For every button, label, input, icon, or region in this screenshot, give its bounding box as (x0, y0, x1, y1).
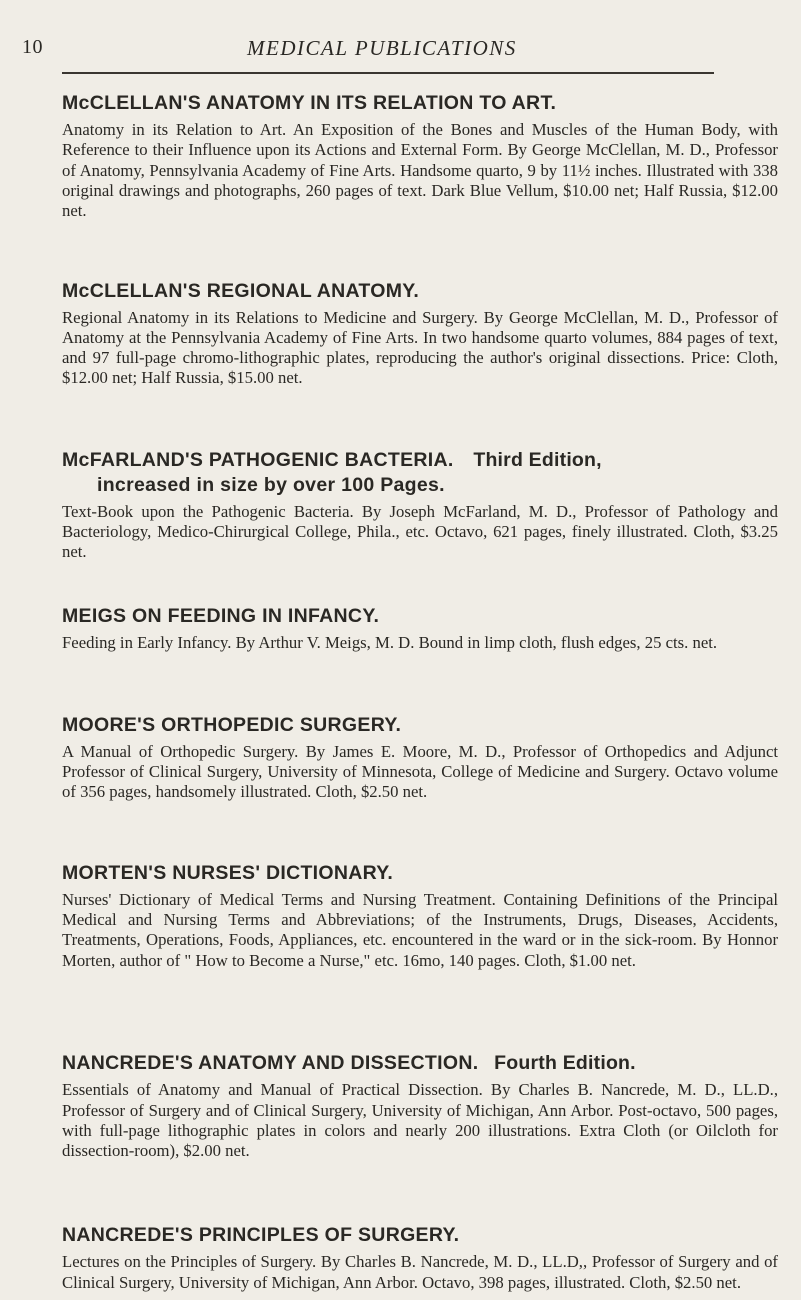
entry-description: A Manual of Orthopedic Surgery. By James E. Moore, M. D., Professor of Orthopedics and Adjunct Professor of Clinical Surgery, University of Minnesota, College of Medicine and Surgery. Octavo volume of 356 pages, handsomely illustrated. Cloth, $2.50 net. (62, 741, 778, 802)
page-number: 10 (22, 36, 43, 58)
catalog-entry (62, 448, 778, 563)
catalog-entry (62, 91, 778, 222)
entry-edition: Fourth Edition. (494, 1052, 636, 1075)
entry-description: Anatomy in its Relation to Art. An Exposition of the Bones and Muscles of the Human Body, with Reference to their Influence upon its Actions and External Form. By George McClellan, M. D., Professor of Anatomy, Pennsylvania Academy of Fine Arts. Handsome quarto, 9 by 11½ inches. Illustrated with 338 original drawings and photographs, 260 pages of text. Dark Blue Vellum, $10.00 net; Half Russia, $12.00 net. (62, 119, 778, 221)
entry-title (62, 713, 778, 738)
entry-title-text: McCLELLAN'S REGIONAL ANATOMY. (62, 279, 420, 302)
header-rule (62, 72, 714, 74)
page-header (22, 36, 722, 70)
entry-title (62, 91, 778, 116)
entry-title-text: McCLELLAN'S ANATOMY IN ITS RELATION TO ART. (62, 91, 557, 114)
entry-title-text: MEIGS ON FEEDING IN INFANCY. (62, 605, 380, 628)
entry-title (62, 861, 778, 886)
catalog-entry (62, 713, 778, 803)
catalog-entry (62, 1223, 778, 1293)
entry-title (62, 1051, 778, 1076)
catalog-entry (62, 279, 778, 389)
running-title: MEDICAL PUBLICATIONS (247, 36, 517, 60)
entry-title (62, 279, 778, 304)
catalog-entry (62, 604, 778, 653)
entry-description: Nurses' Dictionary of Medical Terms and Nursing Treatment. Containing Definitions of the Principal Medical and Nursing Terms and Abbreviations; of the Instruments, Drugs, Diseases, Accidents, Treatments, Operations, Foods, Appliances, etc. encountered in the ward or in the sick-room. By Honnor Morten, author of " How to Become a Nurse," etc. 16mo, 140 pages. Cloth, $1.00 net. (62, 889, 778, 970)
catalog-entry (62, 1051, 778, 1161)
entry-description: Text-Book upon the Pathogenic Bacteria. By Joseph McFarland, M. D., Professor of Pathology and Bacteriology, Medico-Chirurgical College, Phila., etc. Octavo, 621 pages, finely illustrated. Cloth, $3.25 net. (62, 501, 778, 562)
entry-title-continuation: increased in size by over 100 Pages. (97, 473, 445, 496)
entry-title (62, 604, 778, 629)
entry-edition: Third Edition, (473, 448, 602, 471)
entry-title-text: McFARLAND'S PATHOGENIC BACTERIA. (62, 448, 454, 471)
catalog-entry (62, 861, 778, 971)
entry-title-text: MORTEN'S NURSES' DICTIONARY. (62, 861, 394, 884)
entry-title-text: NANCREDE'S ANATOMY AND DISSECTION. (62, 1052, 479, 1075)
entry-title-text: MOORE'S ORTHOPEDIC SURGERY. (62, 713, 402, 736)
entry-description: Essentials of Anatomy and Manual of Practical Dissection. By Charles B. Nancrede, M. D., LL.D., Professor of Surgery and of Clinical Surgery, University of Michigan, Ann Arbor. Post-octavo, 500 pages, with full-page lithographic plates in colors and nearly 200 illustrations. Extra Cloth (or Oilcloth for dissection-room), $2.00 net. (62, 1080, 778, 1161)
entry-description: Lectures on the Principles of Surgery. By Charles B. Nancrede, M. D., LL.D,, Professor of Surgery and of Clinical Surgery, University of Michigan, Ann Arbor. Octavo, 398 pages, illustrated. Cloth, $2.50 net. (62, 1252, 778, 1292)
entry-title (62, 1223, 778, 1248)
entry-title (62, 448, 778, 498)
entry-description: Feeding in Early Infancy. By Arthur V. Meigs, M. D. Bound in limp cloth, flush edges, 25 cts. net. (62, 633, 718, 653)
entry-title-text: NANCREDE'S PRINCIPLES OF SURGERY. (62, 1224, 460, 1247)
entry-description: Regional Anatomy in its Relations to Medicine and Surgery. By George McClellan, M. D., Professor of Anatomy at the Pennsylvania Academy of Fine Arts. In two handsome quarto volumes, 884 pages of text, and 97 full-page chromo-lithographic plates, reproducing the author's original dissections. Price: Cloth, $12.00 net; Half Russia, $15.00 net. (62, 307, 778, 388)
